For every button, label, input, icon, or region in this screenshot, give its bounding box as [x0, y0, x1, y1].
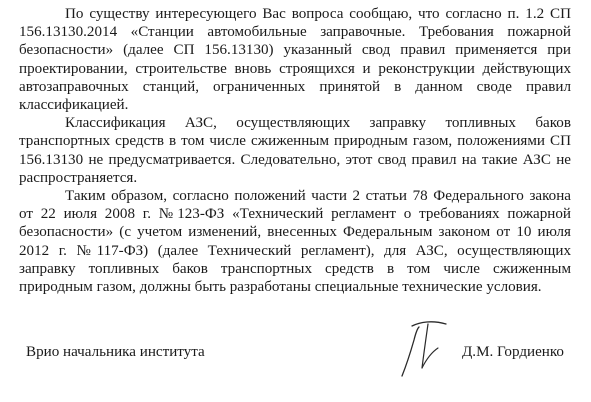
signature-block: [0, 318, 591, 378]
paragraph-1: По существу интересующего Вас вопроса сообщаю, что согласно п. 1.2 СП 156.13130.2014 «Станции автомобильные заправочные. Требования пожарной безопасности» (далее СП 156.13130) указанный свод правил применяется при проектировании, строительстве вновь строящихся и реконструкции действующих автозаправочных станций, ограниченных принятой в данном своде правил классификацией.: [19, 6, 571, 114]
paragraph-3: Таким образом, согласно положений части 2 статьи 78 Федерального закона от 22 июля 2008 г. №123-ФЗ «Технический регламент о требованиях пожарной безопасности» (с учетом изменений, внесенных Федеральным законом от 10 июля 2012 г. №117-ФЗ) (далее Технический регламент), для АЗС, осуществляющих заправку топливных баков транспортных средств в том числе сжиженным природным газом, должны быть разработаны специальные технические условия.: [19, 188, 571, 296]
letter-body: [19, 5, 571, 296]
paragraph-2: Классификация АЗС, осуществляющих заправку топливных баков транспортных средств в том числе сжиженным природным газом, положениями СП 156.13130 не предусматривается. Следовательно, этот свод правил на такие АЗС не распространяется.: [19, 115, 571, 186]
signatory-title: Врио начальника института: [26, 344, 205, 360]
handwritten-signature: [388, 318, 460, 380]
signatory-name: Д.М. Гордиенко: [462, 344, 564, 360]
